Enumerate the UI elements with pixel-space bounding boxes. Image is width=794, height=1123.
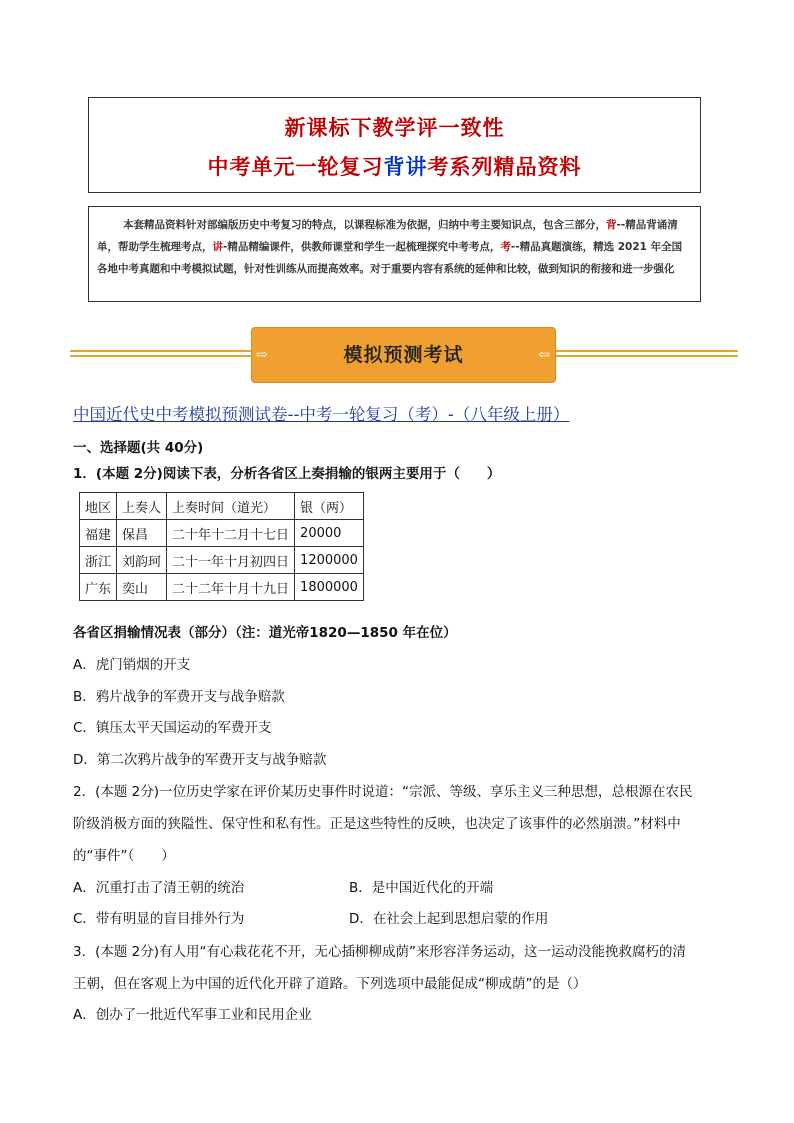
table-cell: 二十一年十月初四日 <box>167 547 295 574</box>
intro-box <box>88 206 701 302</box>
table-header-row <box>80 493 364 520</box>
q2-option-b: B．是中国近代化的开端 <box>349 880 494 896</box>
table-header-cell: 地区 <box>80 493 117 520</box>
table-header-cell: 银（两） <box>295 493 364 520</box>
intro-highlight-jiang: 讲 <box>212 241 223 253</box>
header-title-line2 <box>89 151 700 181</box>
intro-text-3: -精品精编课件，供教师课堂和学生一起梳理探究中考考点， <box>223 241 501 253</box>
table-cell: 保昌 <box>117 520 167 547</box>
q2-option-c: C．带有明显的盲目排外行为 <box>73 911 245 927</box>
header-title-highlight: 背讲 <box>383 154 428 179</box>
intro-text-1: 本套精品资料针对部编版历史中考复习的特点，以课程标准为依据，归纳中考主要知识点，包含三部分， <box>123 219 606 231</box>
table-cell: 浙江 <box>80 547 117 574</box>
table-cell: 二十年十二月十七日 <box>167 520 295 547</box>
header-title-part-a: 中考单元一轮复习 <box>207 154 384 179</box>
section-banner <box>251 327 556 383</box>
q3-option-a: A．创办了一批近代军事工业和民用企业 <box>73 1007 312 1023</box>
q1-option-a: A．虎门销烟的开支 <box>73 657 191 673</box>
table-header-cell: 上奏人 <box>117 493 167 520</box>
table-header-cell: 上奏时间（道光） <box>167 493 295 520</box>
table-row <box>80 520 364 547</box>
table-cell: 20000 <box>295 520 364 547</box>
intro-highlight-kao: 考 <box>500 241 511 253</box>
section-heading: 一、选择题(共 40分) <box>73 440 204 456</box>
table-cell: 1800000 <box>295 574 364 601</box>
banner-label: 模拟预测考试 <box>343 344 464 366</box>
intro-text-4: --精品真题演练，精选 2021 年全国各地中考真题和中考模拟试题，针对性训练从而提高效率。对于重要内容有系统的延伸和比较，做到知识的衔接和进一步强化 <box>97 241 683 275</box>
q2-stem-line1: 2．(本题 2分)一位历史学家在评价某历史事件时说道：“宗派、等级、享乐主义三种思想，总根源在农民 <box>73 784 693 800</box>
q1-option-d: D．第二次鸦片战争的军费开支与战争赔款 <box>73 752 327 768</box>
header-title-line1: 新课标下教学评一致性 <box>284 115 505 140</box>
q3-stem-line2: 王朝，但在客观上为中国的近代化开辟了道路。下列选项中最能促成“柳成荫”的是（） <box>73 976 587 992</box>
table-cell: 1200000 <box>295 547 364 574</box>
q1-option-b: B．鸦片战争的军费开支与战争赔款 <box>73 689 285 705</box>
q3-stem-line1: 3．(本题 2分)有人用“有心栽花花不开，无心插柳柳成荫”来形容洋务运动，这一运动没能挽救腐朽的清 <box>73 944 686 960</box>
exam-title: 中国近代史中考模拟预测试卷--中考一轮复习（考）-（八年级上册） <box>73 405 570 424</box>
q1-stem: 1．(本题 2分)阅读下表，分析各省区上奏捐输的银两主要用于（ ） <box>73 466 501 482</box>
q2-option-a: A．沉重打击了清王朝的统治 <box>73 880 245 896</box>
header-title-box <box>88 97 701 193</box>
arrow-left-icon: ⇦ <box>538 347 551 363</box>
q1-table-caption: 各省区捐输情况表（部分）（注：道光帝1820—1850 年在位） <box>73 625 457 641</box>
q2-option-d: D．在社会上起到思想启蒙的作用 <box>349 911 549 927</box>
table-cell: 广东 <box>80 574 117 601</box>
intro-text-2: --精品背诵清单，帮助学生梳理考点， <box>97 219 678 253</box>
q1-table <box>79 492 364 601</box>
arrow-right-icon: ⇨ <box>256 347 269 363</box>
intro-highlight-bei: 背 <box>606 219 617 231</box>
table-cell: 福建 <box>80 520 117 547</box>
header-title-part-c: 考系列精品资料 <box>427 154 582 179</box>
table-cell: 二十二年十月十九日 <box>167 574 295 601</box>
q2-stem-line3: 的“事件”（ ） <box>73 848 175 864</box>
table-cell: 刘韵珂 <box>117 547 167 574</box>
table-cell: 奕山 <box>117 574 167 601</box>
table-row <box>80 547 364 574</box>
q1-option-c: C．镇压太平天国运动的军费开支 <box>73 720 272 736</box>
table-row <box>80 574 364 601</box>
q2-stem-line2: 阶级消极方面的狭隘性、保守性和私有性。正是这些特性的反映，也决定了该事件的必然崩溃。”材料中 <box>73 816 681 832</box>
